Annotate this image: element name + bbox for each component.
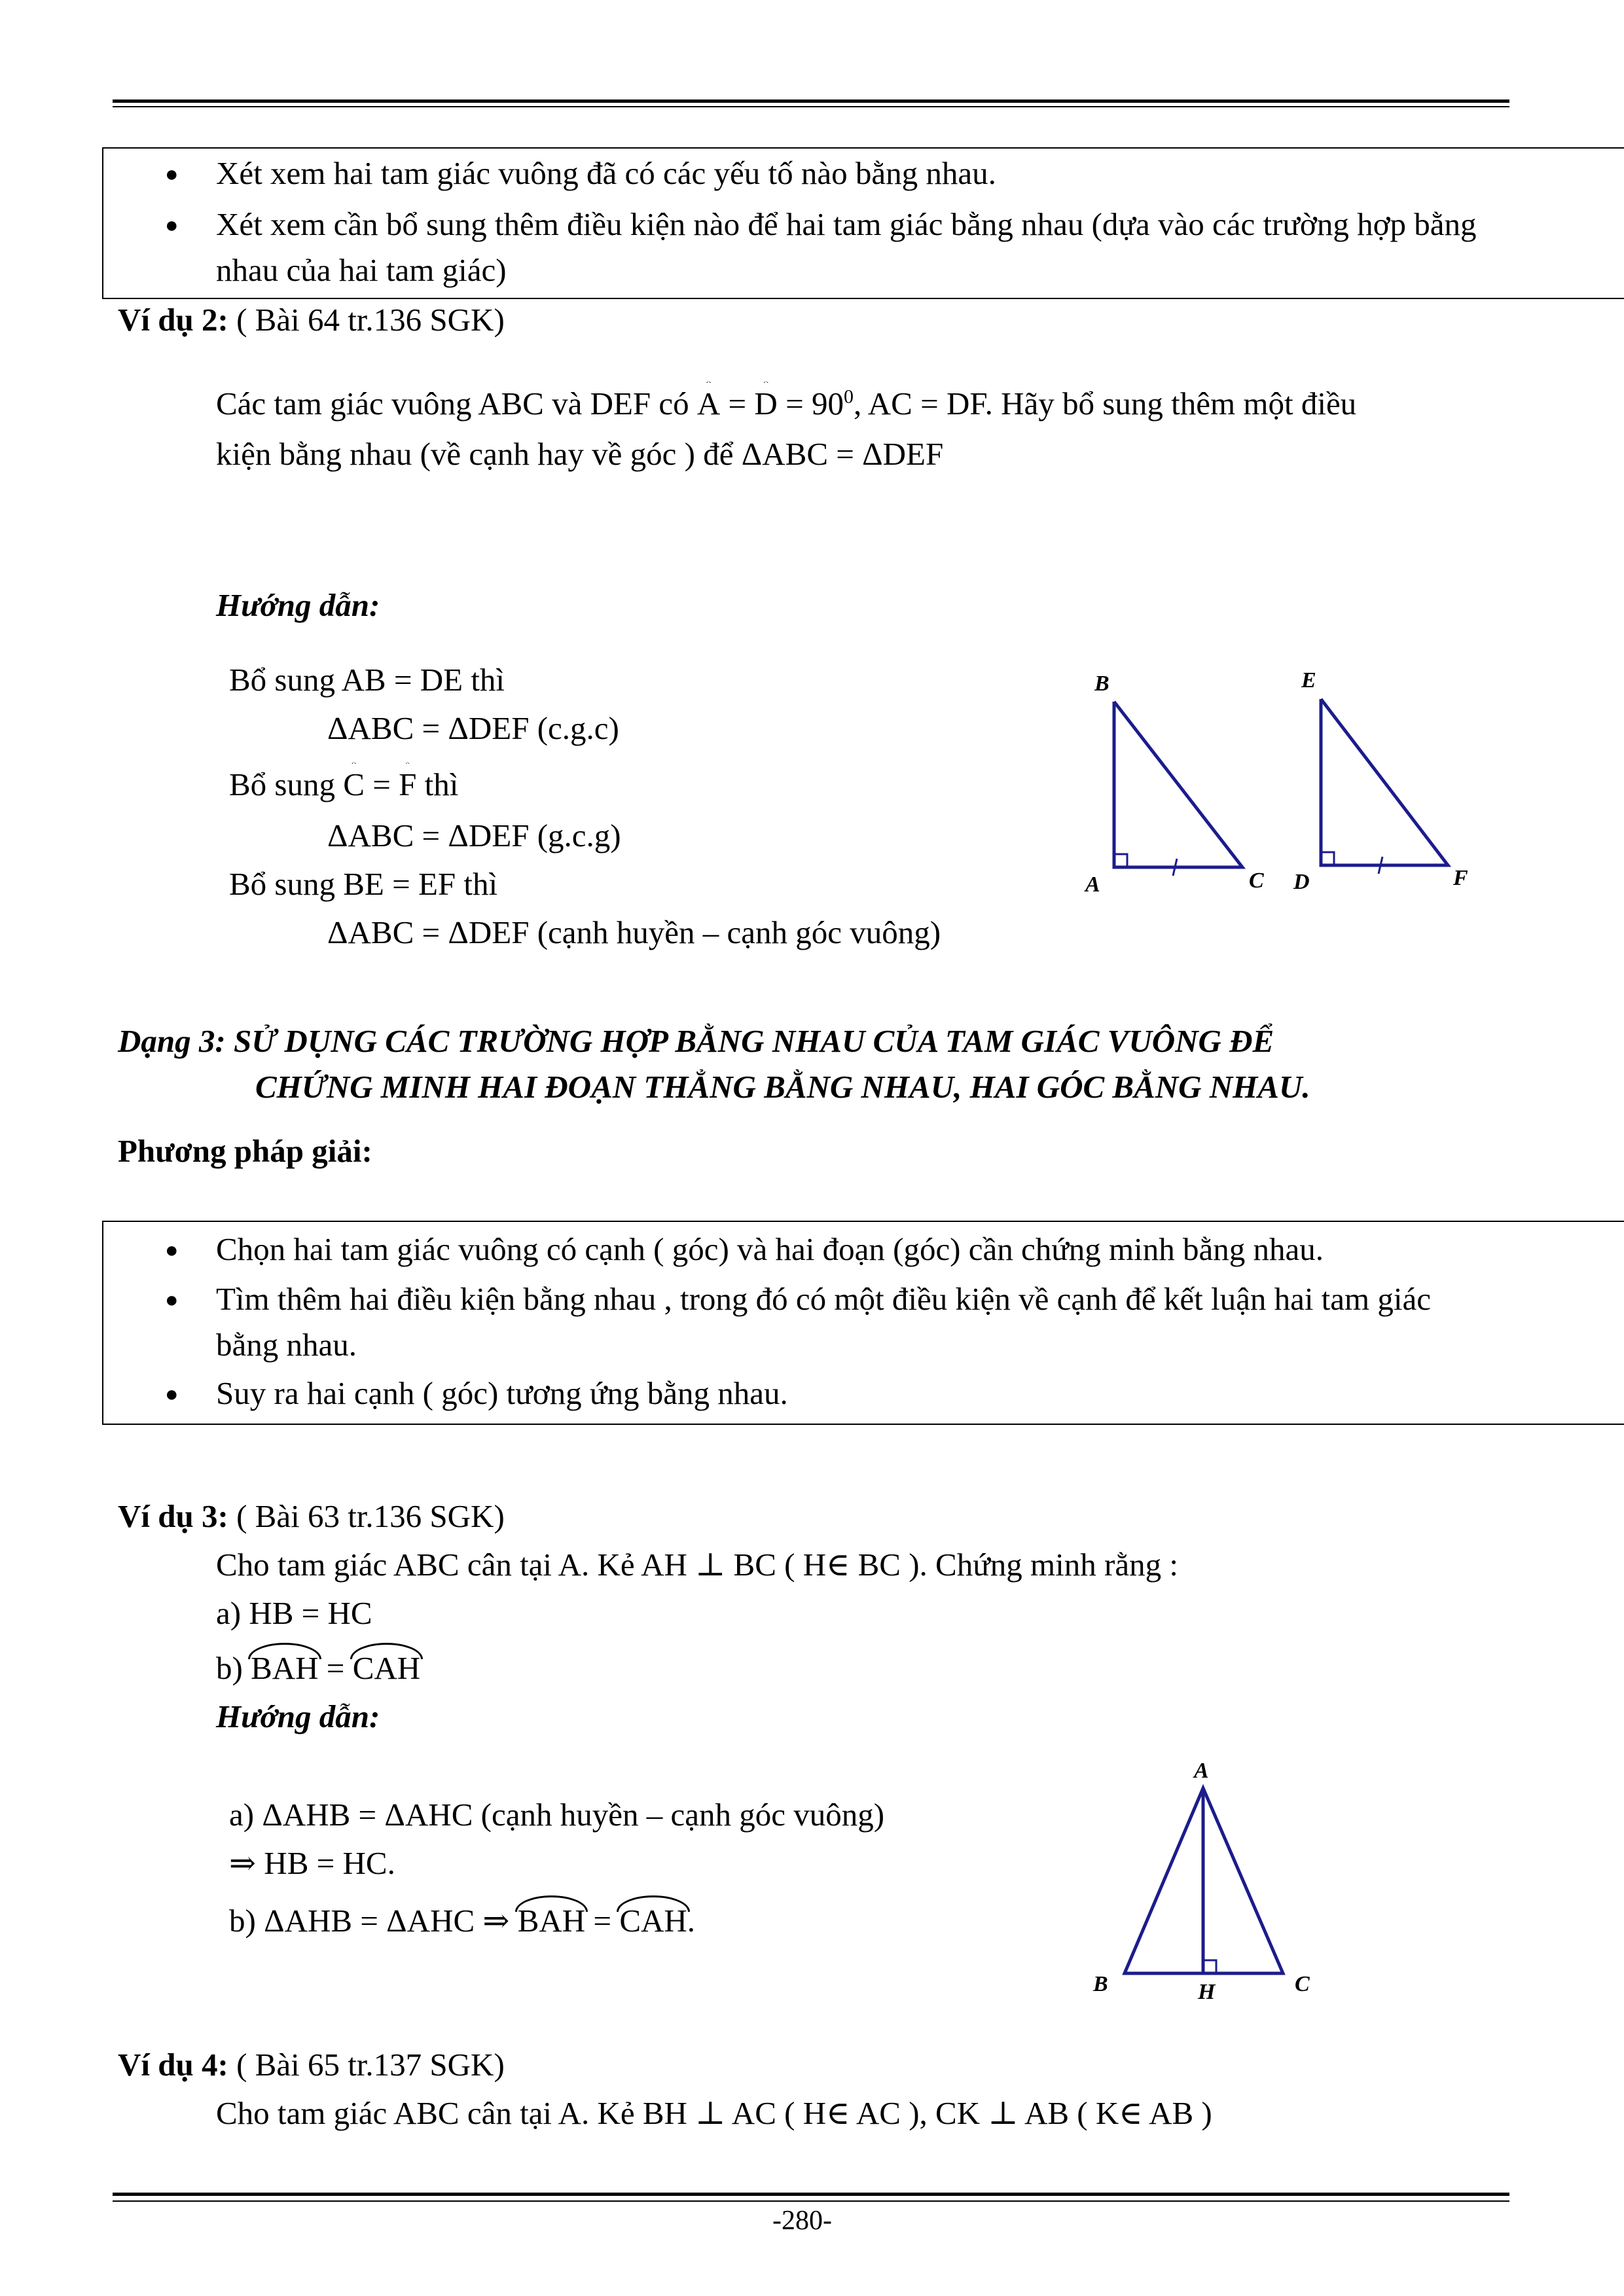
guide-step-3: Bổ sung BE = EF thì bbox=[229, 866, 498, 902]
box2-item-3: Suy ra hai cạnh ( góc) tương ứng bằng nhau. bbox=[216, 1375, 788, 1411]
text: , AC = DF. Hãy bổ sung thêm một điều bbox=[853, 386, 1357, 422]
label-b: B bbox=[1093, 1972, 1108, 1996]
bullet-icon: ● bbox=[165, 162, 179, 187]
example-4-ref: ( Bài 65 tr.137 SGK) bbox=[228, 2047, 505, 2083]
angle-f: F bbox=[399, 766, 416, 804]
text: = bbox=[585, 1903, 620, 1939]
angle-cah: CAH bbox=[353, 1649, 420, 1688]
guide-step-1-result: ΔABC = ΔDEF (c.g.c) bbox=[327, 710, 619, 746]
label-c: C bbox=[1249, 869, 1264, 893]
label-f: F bbox=[1453, 866, 1468, 890]
label-h: H bbox=[1198, 1980, 1216, 2004]
bullet-icon: ● bbox=[165, 213, 179, 238]
label-a: A bbox=[1085, 872, 1100, 897]
right-angle-mark-h bbox=[1203, 1960, 1216, 1973]
example-3-part-a: a) HB = HC bbox=[216, 1595, 372, 1631]
angle-d: D bbox=[754, 385, 777, 423]
example-2-line-1 bbox=[216, 385, 1356, 423]
triangle-abc bbox=[1114, 702, 1242, 867]
example-2-heading bbox=[118, 301, 505, 340]
example-2-title: Ví dụ 2: bbox=[118, 302, 228, 338]
header-rule-bottom bbox=[113, 106, 1509, 107]
bullet-icon: ● bbox=[165, 1238, 179, 1263]
example-3-guide: Hướng dẫn: bbox=[216, 1698, 380, 1734]
box1-item-1: Xét xem hai tam giác vuông đã có các yếu tố nào bằng nhau. bbox=[216, 155, 996, 191]
label-d: D bbox=[1293, 870, 1310, 894]
angle-c: C bbox=[343, 766, 365, 804]
text: = 90 bbox=[777, 386, 844, 422]
example-3-ref: ( Bài 63 tr.136 SGK) bbox=[228, 1498, 505, 1534]
label-b: B bbox=[1094, 672, 1110, 696]
box1-item-2-cont: nhau của hai tam giác) bbox=[216, 252, 507, 288]
box2-item-2: Tìm thêm hai điều kiện bằng nhau , trong đó có một điều kiện về cạnh để kết luận hai tam giác bbox=[216, 1281, 1432, 1317]
section-dang3-line-1: Dạng 3: SỬ DỤNG CÁC TRƯỜNG HỢP BẰNG NHAU CỦA TAM GIÁC VUÔNG ĐỂ bbox=[118, 1023, 1274, 1059]
bullet-icon: ● bbox=[165, 1288, 179, 1312]
example-3-line-1: Cho tam giác ABC cân tại A. Kẻ AH ⊥ BC ( H∈ BC ). Chứng minh rằng : bbox=[216, 1547, 1178, 1583]
text: thì bbox=[416, 766, 459, 802]
section-dang3-line-2: CHỨNG MINH HAI ĐOẠN THẲNG BẰNG NHAU, HAI GÓC BẰNG NHAU. bbox=[255, 1069, 1310, 1105]
text: Các tam giác vuông ABC và DEF có bbox=[216, 386, 697, 422]
footer-rule-top bbox=[113, 2193, 1509, 2196]
example-3-guide-b bbox=[229, 1902, 695, 1941]
example-4-line-1: Cho tam giác ABC cân tại A. Kẻ BH ⊥ AC ( H∈ AC ), CK ⊥ AB ( K∈ AB ) bbox=[216, 2095, 1212, 2131]
guide-step-2 bbox=[229, 766, 458, 804]
page-number: -280- bbox=[772, 2206, 832, 2236]
guide-step-1: Bổ sung AB = DE thì bbox=[229, 662, 505, 698]
example-3-part-b bbox=[216, 1649, 420, 1688]
label-c: C bbox=[1295, 1972, 1310, 1996]
method-heading: Phương pháp giải: bbox=[118, 1133, 372, 1169]
box2-item-2-cont: bằng nhau. bbox=[216, 1327, 357, 1363]
header-rule-top bbox=[113, 99, 1509, 103]
text: = bbox=[720, 386, 755, 422]
triangle-def bbox=[1321, 699, 1448, 865]
text: = bbox=[318, 1650, 353, 1686]
right-triangles-figure bbox=[1074, 661, 1519, 910]
right-angle-mark-a bbox=[1114, 854, 1127, 867]
example-4-heading bbox=[118, 2046, 505, 2085]
label-e: E bbox=[1301, 668, 1316, 692]
example-3-title: Ví dụ 3: bbox=[118, 1498, 228, 1534]
label-a: A bbox=[1194, 1759, 1209, 1783]
example-4-title: Ví dụ 4: bbox=[118, 2047, 228, 2083]
bullet-icon: ● bbox=[165, 1382, 179, 1407]
text: b) ΔAHB = ΔAHC ⇒ bbox=[229, 1903, 518, 1939]
footer-rule-bottom bbox=[113, 2200, 1509, 2202]
angle-cah: CAH bbox=[619, 1902, 687, 1941]
example-2-line-2: kiện bằng nhau (về cạnh hay về góc ) để ΔABC = ΔDEF bbox=[216, 436, 944, 472]
text: b) bbox=[216, 1650, 251, 1686]
angle-bah: BAH bbox=[518, 1902, 585, 1941]
text: . bbox=[687, 1903, 696, 1939]
example-3-guide-a: a) ΔAHB = ΔAHC (cạnh huyền – cạnh góc vuông) bbox=[229, 1797, 885, 1833]
right-angle-mark-d bbox=[1321, 852, 1334, 865]
example-3-heading bbox=[118, 1498, 505, 1536]
angle-bah: BAH bbox=[251, 1649, 318, 1688]
box2-item-1: Chọn hai tam giác vuông có cạnh ( góc) và hai đoạn (góc) cần chứng minh bằng nhau. bbox=[216, 1231, 1324, 1267]
text: = bbox=[364, 766, 399, 802]
isosceles-triangle-figure bbox=[1074, 1754, 1335, 2009]
text: Bổ sung bbox=[229, 766, 344, 802]
degree: 0 bbox=[843, 386, 854, 408]
example-2-guide: Hướng dẫn: bbox=[216, 587, 380, 623]
guide-step-2-result: ΔABC = ΔDEF (g.c.g) bbox=[327, 817, 621, 853]
example-2-ref: ( Bài 64 tr.136 SGK) bbox=[228, 302, 505, 338]
box1-item-2: Xét xem cần bổ sung thêm điều kiện nào để hai tam giác bằng nhau (dựa vào các trường hợp bằng bbox=[216, 206, 1477, 242]
guide-step-3-result: ΔABC = ΔDEF (cạnh huyền – cạnh góc vuông) bbox=[327, 914, 941, 950]
example-3-guide-implies: ⇒ HB = HC. bbox=[229, 1845, 395, 1881]
angle-a: A bbox=[697, 385, 720, 423]
